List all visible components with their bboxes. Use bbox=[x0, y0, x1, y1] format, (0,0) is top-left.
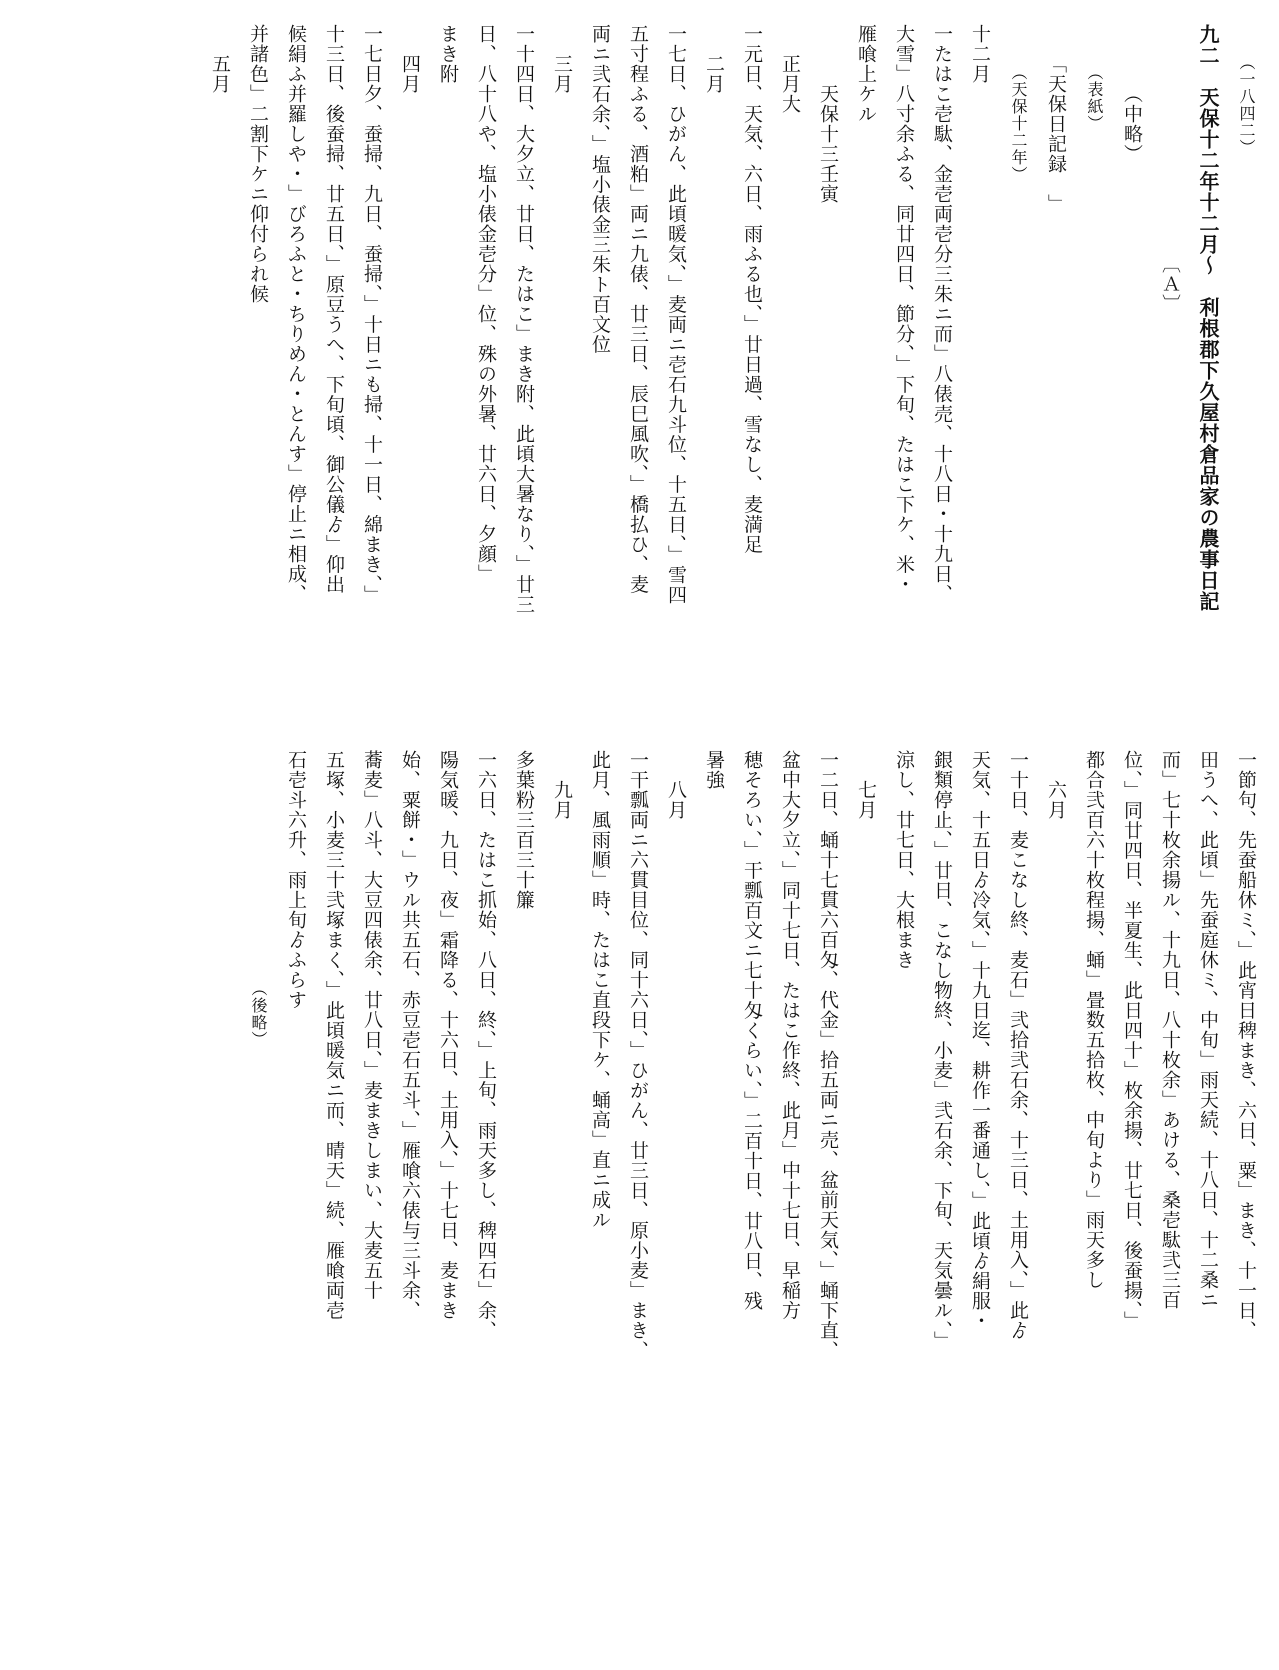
col-text-08: 一十四日、大夕立、廿日、たはこ」まき附、此頃大暑なり、」廿三 bbox=[513, 24, 535, 615]
col-month-7: 七月 bbox=[855, 780, 877, 820]
col-text-03: 雁喰上ケル bbox=[855, 24, 877, 124]
col-text-21: 天気、十五日ゟ冷気、」十九日迄、耕作一番通し、」此頃ゟ絹服・ bbox=[969, 750, 991, 1331]
col-month-9: 九月 bbox=[551, 780, 573, 820]
col-text-29: 此月、風雨順」時、たはこ直段下ケ、蛹高」直ニ成ル bbox=[589, 750, 611, 1230]
top-half bbox=[20, 24, 1261, 704]
col-month-1: 正月大 bbox=[779, 54, 801, 114]
col-text-24: 一二日、蛹十七貫六百匁、代金」拾五両ニ売、盆前天気、」蛹下直、 bbox=[817, 750, 839, 1361]
col-text-14: 并諸色」二割下ケニ仰付られ候 bbox=[247, 24, 269, 304]
col-text-02: 大雪」八寸余ふる、同廿四日、節分、」下旬、たはこ下ケ、米・ bbox=[893, 24, 915, 595]
col-date-range: （一八四二） bbox=[1237, 54, 1256, 156]
col-omission-1: （中略） bbox=[1121, 84, 1143, 164]
col-text-09: 日、八十八や、塩小俵金壱分」位、殊の外暑、廿六日、夕顔」 bbox=[475, 24, 497, 584]
col-text-33: 始、粟餅・」ウル共五石、赤豆壱石五斗、」雁喰六俵与三斗余、 bbox=[399, 750, 421, 1321]
col-text-12: 十三日、後蚕掃、廿五日、」原豆うへ、下旬頃、御公儀ゟ」仰出 bbox=[323, 24, 345, 595]
col-title: 九二 天保十二年十二月～ 利根郡下久屋村倉品家の農事日記 bbox=[1196, 24, 1220, 612]
col-text-01: 一たはこ壱駄、金壱両壱分三朱ニ而」八俵売、十八日・十九日、 bbox=[931, 24, 953, 604]
col-month-2: 二月 bbox=[703, 54, 725, 94]
col-text-16: 田うへ、此頃」先蚕庭休ミ、中旬」雨天続、十八日、十二桑ニ bbox=[1197, 750, 1219, 1310]
col-month-12: 十二月 bbox=[969, 24, 991, 84]
col-text-31: 一六日、たはこ抓始、八日、終、」上旬、雨天多し、稗四石」余、 bbox=[475, 750, 497, 1341]
col-month-4: 四月 bbox=[399, 54, 421, 94]
bottom-half bbox=[20, 750, 1261, 1440]
col-text-18: 位、」同廿四日、半夏生、此日四十」枚余揚、廿七日、後蚕揚、」 bbox=[1121, 750, 1143, 1331]
col-text-05: 一七日、ひがん、此頃暖気、」麦両ニ壱石九斗位、十五日、」雪四 bbox=[665, 24, 687, 605]
col-bracket-a: 〔Ａ〕 bbox=[1159, 254, 1181, 314]
col-text-22: 銀類停止、」廿日、こなし物終、小麦」弐石余、下旬、天気曇ル、」 bbox=[931, 750, 953, 1351]
col-month-6: 六月 bbox=[1045, 780, 1067, 820]
col-text-34: 蕎麦」八斗、大豆四俵余、廿八日、」麦まきしまい、大麦五十 bbox=[361, 750, 383, 1301]
col-text-15: 一節句、先蚕船休ミ、」此宵日稗まき、六日、粟」まき、十一日、 bbox=[1235, 750, 1257, 1341]
col-year-note: （天保十二年） bbox=[1009, 64, 1028, 183]
col-cover-title: 「天保日記録 」 bbox=[1045, 54, 1067, 214]
col-text-04: 一元日、天気、六日、雨ふる也、」廿日過、雪なし、麦満足 bbox=[741, 24, 763, 555]
col-month-8: 八月 bbox=[665, 780, 687, 820]
col-text-13: 候絹ふ并羅しや・」びろふと・ちりめん・とんす」停止ニ相成、 bbox=[285, 24, 307, 604]
col-text-10: まき附 bbox=[437, 24, 459, 84]
col-text-35: 五塚、小麦三十弐塚まく、」此頃暖気ニ而、晴天」続、雁喰両壱 bbox=[323, 750, 345, 1321]
col-text-26: 穂そろい、」干瓢百文ニ七十匁くらい、」二百十日、廿八日、残 bbox=[741, 750, 763, 1311]
col-month-5: 五月 bbox=[209, 54, 231, 94]
col-text-27: 暑強 bbox=[703, 750, 725, 790]
col-year-tenpo13: 天保十三壬寅 bbox=[817, 84, 839, 204]
col-text-06: 五寸程ふる、酒粕」両ニ九俵、廿三日、辰巳風吹、」橋払ひ、麦 bbox=[627, 24, 649, 595]
col-text-30: 多葉粉三百三十簾 bbox=[513, 750, 535, 910]
col-text-19: 都合弐百六十枚程揚、蛹」畳数五拾枚、中旬より」雨天多し bbox=[1083, 750, 1105, 1290]
col-text-28: 一干瓢両ニ六貫目位、同十六日、」ひがん、廿三日、原小麦」まき、 bbox=[627, 750, 649, 1361]
col-omission-2: （後略） bbox=[249, 980, 268, 1048]
col-text-17: 而」七十枚余揚ル、十九日、八十枚余」あける、桑壱駄弐三百 bbox=[1159, 750, 1181, 1310]
col-cover-note: （表紙） bbox=[1085, 64, 1104, 132]
col-text-11: 一七日夕、蚕掃、九日、蚕掃、」十日ニも掃、十一日、綿まき、」 bbox=[361, 24, 383, 605]
col-text-32: 陽気暖、九日、夜」霜降る、十六日、土用入、」十七日、麦まき bbox=[437, 750, 459, 1321]
col-text-20: 一十日、麦こなし終、麦石」弐拾弐石余、十三日、土用入、」此ゟ bbox=[1007, 750, 1029, 1341]
col-text-23: 涼し、廿七日、大根まき bbox=[893, 750, 915, 970]
col-month-3: 三月 bbox=[551, 54, 573, 94]
col-text-07: 両ニ弐石余、」塩小俵金三朱ト百文位 bbox=[589, 24, 611, 355]
col-text-36: 石壱斗六升、雨上旬ゟふらす bbox=[285, 750, 307, 1010]
col-text-25: 盆中大夕立、」同十七日、たはこ作終、此月」中十七日、早稲方 bbox=[779, 750, 801, 1321]
